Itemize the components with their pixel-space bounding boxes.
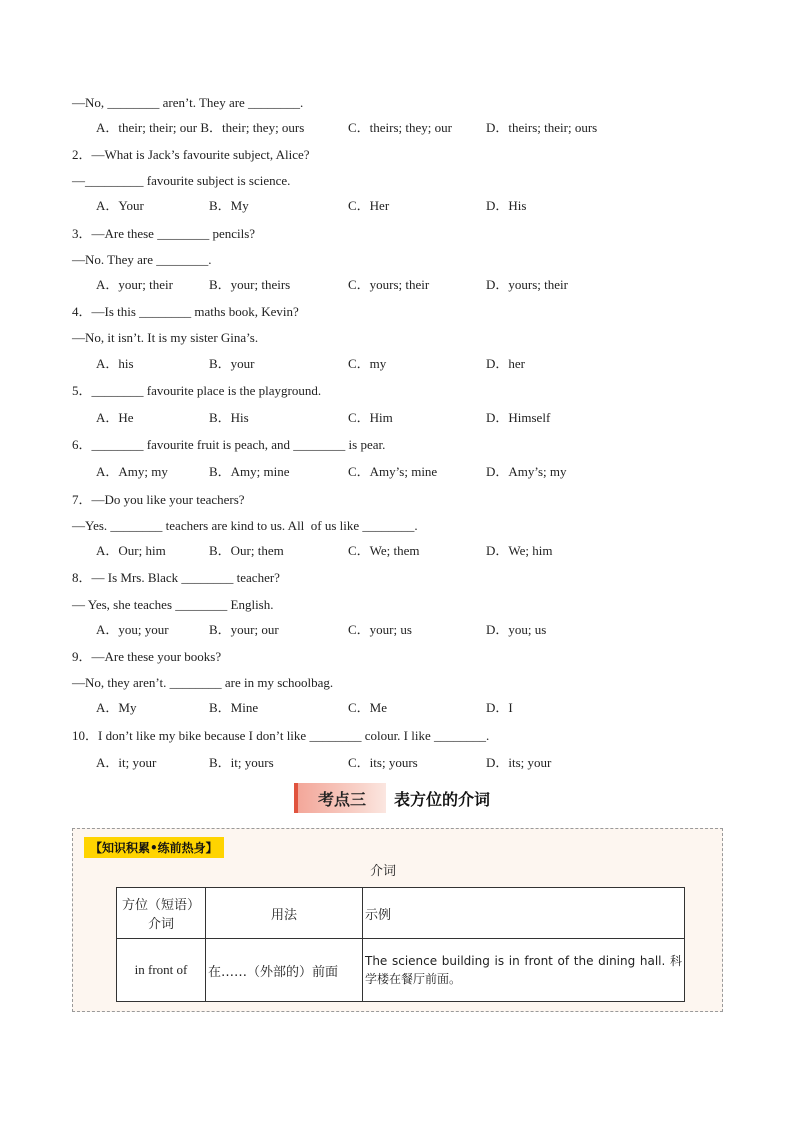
question-8-line-1: 8．— Is Mrs. Black ________ teacher? [72,570,280,585]
question-8-line-2: — Yes, she teaches ________ English. [72,597,274,612]
question-6-option-c[interactable]: C．Amy’s; mine [348,464,438,479]
question-5-option-b[interactable]: B．His [209,410,249,425]
question-4-option-b[interactable]: B．your [209,356,255,371]
knowledge-label: 【知识积累•练前热身】 [84,837,224,858]
question-5-option-a[interactable]: A．He [96,410,134,425]
question-6-line-1: 6．________ favourite fruit is peach, and ________ is pear. [72,437,386,452]
question-9-option-c[interactable]: C．Me [348,700,388,715]
question-3-option-d[interactable]: D．yours; their [486,277,568,292]
question-8-option-b[interactable]: B．your; our [209,622,279,637]
section-tag: 考点三 [294,783,386,813]
table-header-example: 示例 [363,888,685,939]
question-3-line-2: —No. They are ________. [72,252,212,267]
question-9-option-a[interactable]: A．My [96,700,137,715]
question-8-option-c[interactable]: C．your; us [348,622,412,637]
question-8-option-d[interactable]: D．you; us [486,622,547,637]
question-4-option-d[interactable]: D．her [486,356,525,371]
question-9-option-d[interactable]: D．I [486,700,513,715]
table-cell-usage: 在……（外部的）前面 [206,939,363,1002]
question-5-option-c[interactable]: C．Him [348,410,393,425]
question-1-line-1: —No, ________ aren’t. They are ________. [72,95,304,110]
question-2-line-1: 2．—What is Jack’s favourite subject, Alice? [72,147,310,162]
question-8-option-a[interactable]: A．you; your [96,622,169,637]
preposition-table [116,887,685,1002]
question-6-option-a[interactable]: A．Amy; my [96,464,168,479]
question-3-line-1: 3．—Are these ________ pencils? [72,226,256,241]
section-banner [294,783,490,813]
question-1-option-ab[interactable]: A．their; their; our B．their; they; ours [96,120,305,135]
question-2-line-2: —_________ favourite subject is science. [72,173,291,188]
question-2-option-b[interactable]: B．My [209,198,249,213]
question-2-option-d[interactable]: D．His [486,198,527,213]
table-row [117,939,685,1002]
question-7-line-2: —Yes. ________ teachers are kind to us. All of us like ________. [72,518,418,533]
question-1-option-c[interactable]: C．theirs; they; our [348,120,452,135]
section-title: 表方位的介词 [394,789,491,809]
question-7-option-b[interactable]: B．Our; them [209,543,284,558]
question-7-option-a[interactable]: A．Our; him [96,543,166,558]
question-10-option-d[interactable]: D．its; your [486,755,552,770]
question-10-line-1: 10．I don’t like my bike because I don’t like ________ colour. I like ________. [72,728,490,743]
table-cell-term: in front of [117,939,206,1002]
table-header-term: 方位（短语）介词 [117,888,206,939]
question-4-line-1: 4．—Is this ________ maths book, Kevin? [72,304,299,319]
question-2-option-c[interactable]: C．Her [348,198,390,213]
question-3-option-a[interactable]: A．your; their [96,277,173,292]
question-7-option-d[interactable]: D．We; him [486,543,553,558]
question-4-option-a[interactable]: A．his [96,356,134,371]
table-header-usage: 用法 [206,888,363,939]
question-4-line-2: —No, it isn’t. It is my sister Gina’s. [72,330,259,345]
question-10-option-c[interactable]: C．its; yours [348,755,418,770]
question-9-line-2: —No, they aren’t. ________ are in my schoolbag. [72,675,334,690]
question-7-option-c[interactable]: C．We; them [348,543,420,558]
question-3-option-c[interactable]: C．yours; their [348,277,430,292]
question-3-option-b[interactable]: B．your; theirs [209,277,291,292]
table-header-row [117,888,685,939]
question-5-option-d[interactable]: D．Himself [486,410,551,425]
table-caption: 介词 [370,864,397,879]
question-1-option-d[interactable]: D．theirs; their; ours [486,120,598,135]
question-9-line-1: 9．—Are these your books? [72,649,222,664]
question-6-option-d[interactable]: D．Amy’s; my [486,464,567,479]
question-4-option-c[interactable]: C．my [348,356,387,371]
question-2-option-a[interactable]: A．Your [96,198,144,213]
question-9-option-b[interactable]: B．Mine [209,700,259,715]
question-5-line-1: 5．________ favourite place is the playground. [72,383,322,398]
question-7-line-1: 7．—Do you like your teachers? [72,492,245,507]
table-cell-example: The science building is in front of the dining hall. 科学楼在餐厅前面。 [363,939,685,1002]
question-10-option-b[interactable]: B．it; yours [209,755,274,770]
question-6-option-b[interactable]: B．Amy; mine [209,464,290,479]
question-10-option-a[interactable]: A．it; your [96,755,157,770]
